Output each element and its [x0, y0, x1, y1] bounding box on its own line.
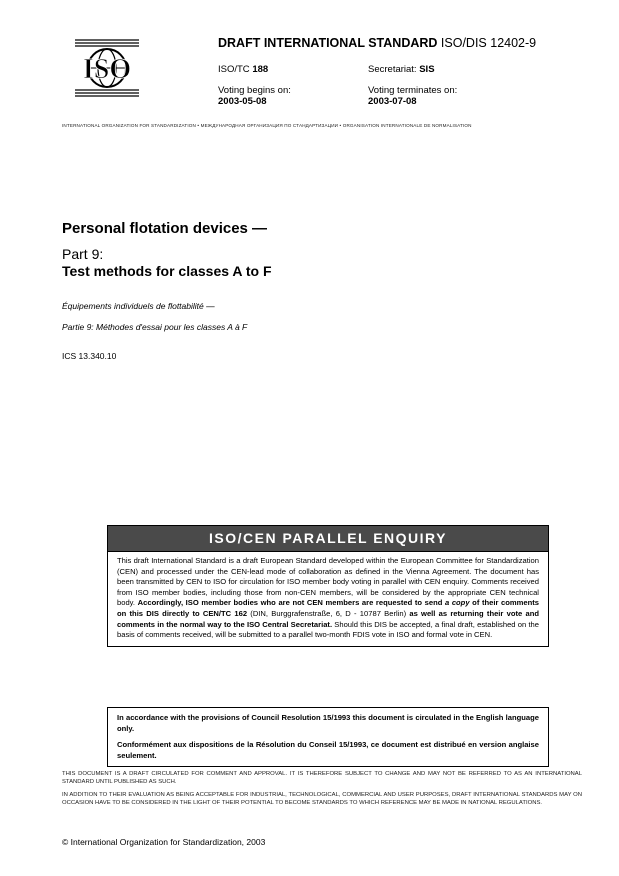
language-resolution-box — [107, 707, 549, 767]
enquiry-text: This draft International Standard is a draft European Standard developed within the European Committee for Standardization (CEN) and processed under the CEN-lead mode of collaboration as defined in the Vienna Agreement. The document has been transmitted by CEN to ISO for circulation for ISO member body voting in parallel with CEN enquiry. Comments received from ISO member bodies, including those from non-CEN members, will be considered by the appropriate CEN technical body. Accordingly, ISO member bodies who are not CEN members are requested to send a copy of their comments on this DIS directly to CEN/TC 162 (DIN, Burggrafenstraße, 6, D - 10787 Berlin) as well as returning their vote and comments in the normal way to the ISO Central Secretariat. Should this DIS be accepted, a final draft, established on the basis of comments received, will be submitted to a parallel two-month FDIS vote in ISO and formal vote in CEN. — [107, 552, 549, 647]
title-part: Part 9: — [62, 246, 104, 262]
technical-committee: ISO/TC 188 — [218, 64, 269, 75]
document-number: ISO/DIS 12402-9 — [440, 36, 537, 50]
secretariat: Secretariat: SIS — [368, 64, 435, 75]
organization-line: INTERNATIONAL ORGANIZATION FOR STANDARDIZATION • МЕЖДУНАРОДНАЯ ОРГАНИЗАЦИЯ ПО СТАНДАРТИЗАЦИИ • ORGANISATION INTERNATIONALE DE NORMALISATION — [62, 123, 472, 128]
resolution-english: In accordance with the provisions of Council Resolution 15/1993 this document is circulated in the English language only. — [117, 713, 539, 733]
resolution-french: Conformément aux dispositions de la Résolution du Conseil 15/1993, ce document est distribué en version anglaise seulement. — [117, 740, 539, 760]
ics-code: ICS 13.340.10 — [62, 351, 117, 361]
disclaimer-2: IN ADDITION TO THEIR EVALUATION AS BEING ACCEPTABLE FOR INDUSTRIAL, TECHNOLOGICAL, COMMERCIAL AND USER PURPOSES, DRAFT INTERNATIONAL STANDARDS MAY ON OCCASION HAVE TO BE CONSIDERED IN THE LIGHT OF THEIR POTENTIAL TO BECOME STANDARDS TO WHICH REFERENCE MAY BE MADE IN NATIONAL REGULATIONS. — [62, 792, 582, 806]
document-type: DRAFT INTERNATIONAL STANDARD ISO/DIS 12402-9 — [218, 36, 537, 50]
disclaimer-1: THIS DOCUMENT IS A DRAFT CIRCULATED FOR COMMENT AND APPROVAL. IT IS THEREFORE SUBJECT TO CHANGE AND MAY NOT BE REFERRED TO AS AN INTERNATIONAL STANDARD UNTIL PUBLISHED AS SUCH. — [62, 771, 582, 785]
voting-begins: Voting begins on: 2003-05-08 — [218, 85, 291, 107]
french-part: Partie 9: Méthodes d'essai pour les classes A à F — [62, 322, 248, 332]
enquiry-heading: ISO/CEN PARALLEL ENQUIRY — [107, 525, 549, 552]
voting-terminates: Voting terminates on: 2003-07-08 — [368, 85, 458, 107]
french-title: Équipements individuels de flottabilité — — [62, 301, 215, 311]
title-main: Personal flotation devices — — [62, 220, 268, 237]
iso-logo — [75, 38, 139, 98]
svg-text:ISO: ISO — [82, 54, 132, 85]
parallel-enquiry-box — [107, 525, 549, 647]
copyright: © International Organization for Standardization, 2003 — [62, 837, 266, 847]
title-sub: Test methods for classes A to F — [62, 263, 272, 279]
